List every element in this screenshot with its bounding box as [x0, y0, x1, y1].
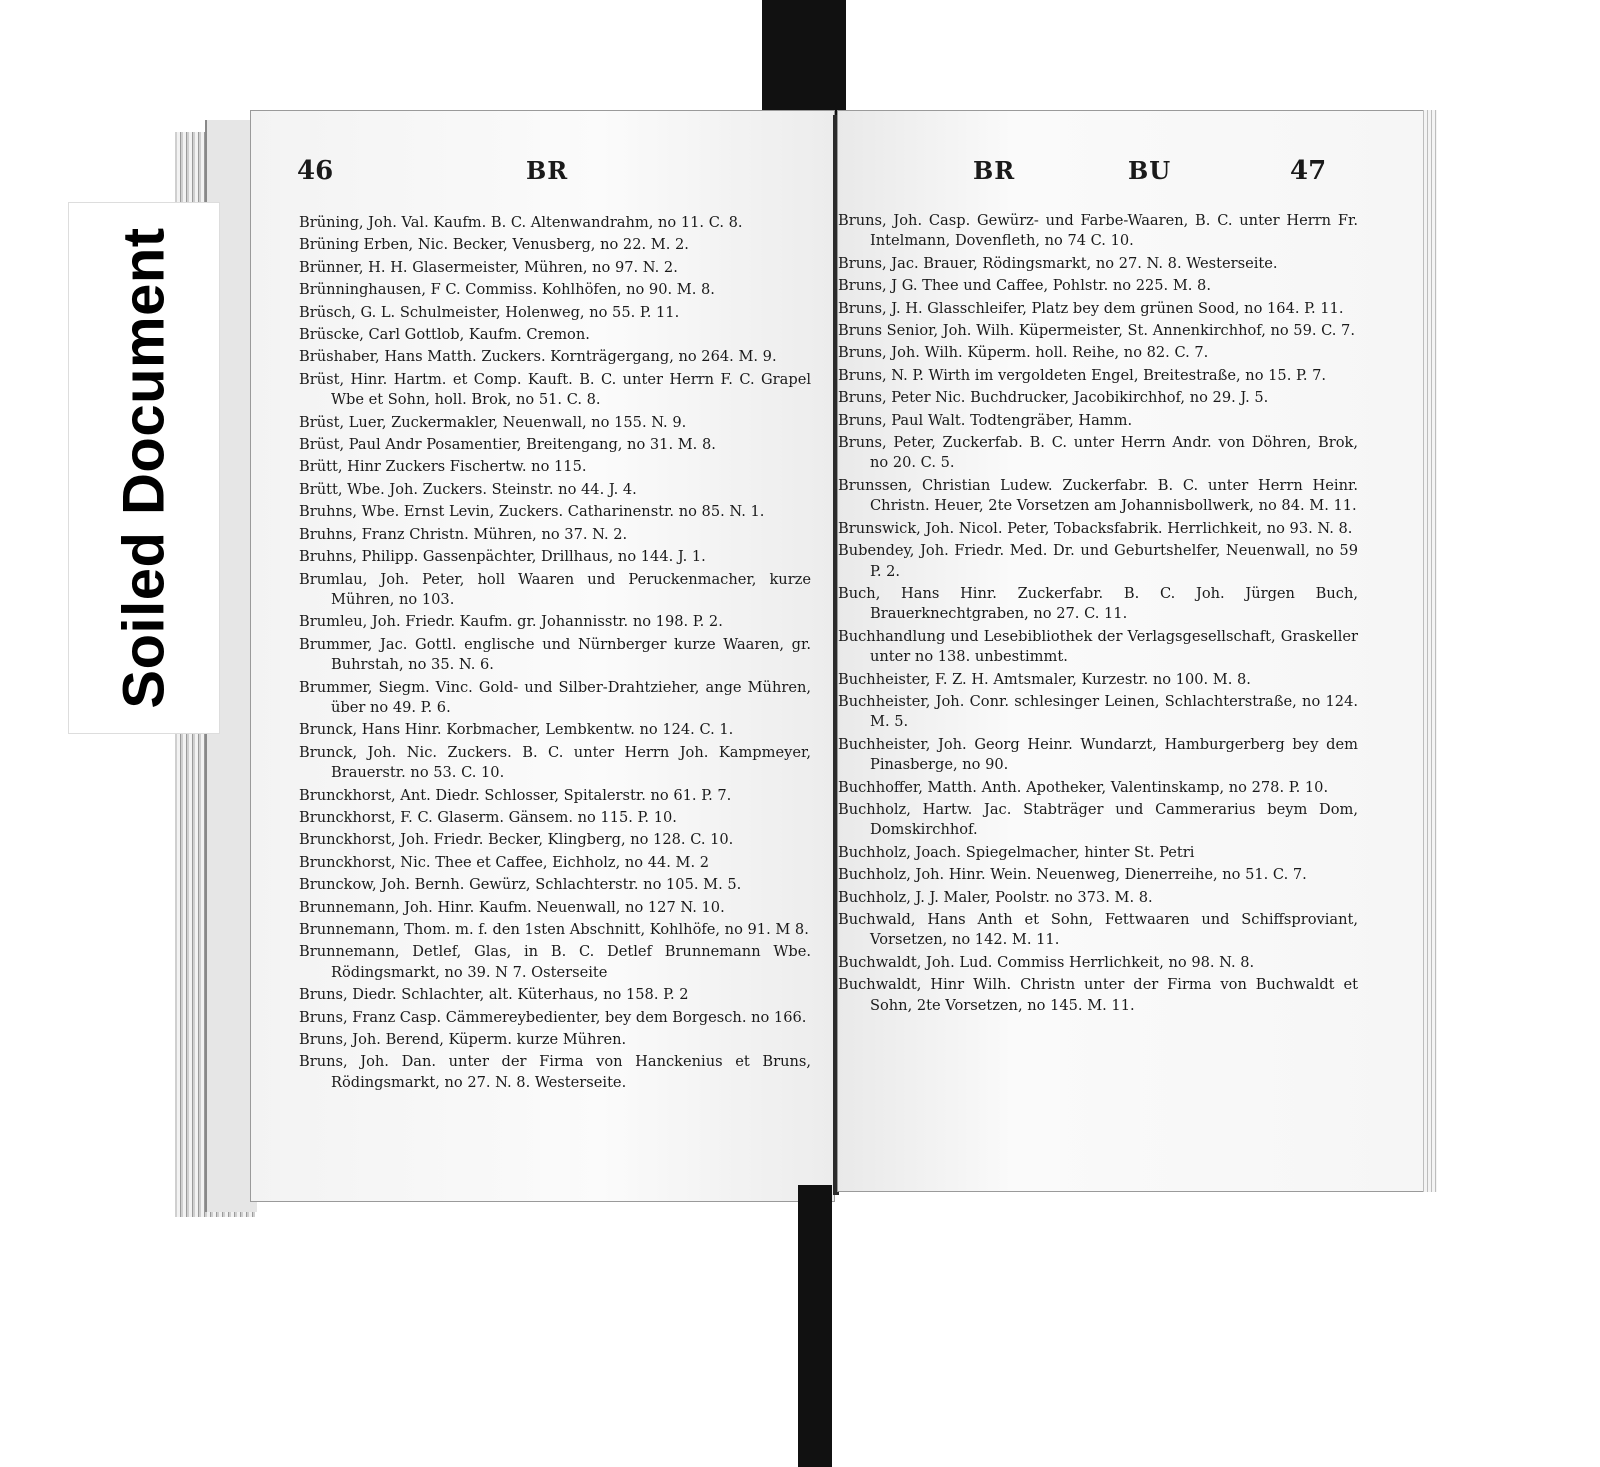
directory-entry: Bubendey, Joh. Friedr. Med. Dr. und Geburtshelfer, Neuenwall, no 59 P. 2.	[838, 542, 1358, 580]
directory-entry: Bruns, Peter, Zuckerfab. B. C. unter Herrn Andr. von Döhren, Brok, no 20. C. 5.	[838, 434, 1358, 472]
directory-entry: Brunck, Hans Hinr. Korbmacher, Lembkentw. no 124. C. 1.	[299, 721, 734, 739]
directory-entry: Buchholz, Joh. Hinr. Wein. Neuenweg, Dienerreihe, no 51. C. 7.	[838, 866, 1307, 884]
directory-entry: Bruns, Paul Walt. Todtengräber, Hamm.	[838, 411, 1133, 429]
left-page-header: BR	[526, 156, 569, 185]
directory-entry: Bruns, Peter Nic. Buchdrucker, Jacobikirchhof, no 29. J. 5.	[838, 389, 1269, 407]
right-entry-list	[838, 211, 1358, 1018]
binding-strap-bottom	[798, 1185, 832, 1467]
right-page-stack-edge	[1423, 110, 1437, 1192]
directory-entry: Brunswick, Joh. Nicol. Peter, Tobacksfabrik. Herrlichkeit, no 93. N. 8.	[838, 519, 1353, 537]
directory-entry: Bruns, J. H. Glasschleifer, Platz bey dem grünen Sood, no 164. P. 11.	[838, 299, 1344, 317]
directory-entry: Bruns, Joh. Casp. Gewürz- und Farbe-Waaren, B. C. unter Herrn Fr. Intelmann, Dovenfleth, no 74 C. 10.	[838, 212, 1358, 250]
directory-entry: Buchholz, J. J. Maler, Poolstr. no 373. M. 8.	[838, 888, 1153, 906]
directory-entry: Bruns, Diedr. Schlachter, alt. Küterhaus, no 158. P. 2	[299, 986, 689, 1004]
right-page	[837, 110, 1425, 1192]
right-page-header-right: BU	[1128, 156, 1172, 185]
directory-entry: Buch, Hans Hinr. Zuckerfabr. B. C. Joh. Jürgen Buch, Brauerknechtgraben, no 27. C. 11.	[838, 584, 1358, 623]
directory-entry: Bruns, Franz Casp. Cämmereybedienter, bey dem Borgesch. no 166.	[299, 1008, 807, 1026]
directory-entry: Brunnemann, Detlef, Glas, in B. C. Detlef Brunnemann Wbe. Rödingsmarkt, no 39. N 7. Osterseite	[299, 943, 811, 981]
directory-entry: Bruns, Joh. Berend, Küperm. kurze Mühren.	[299, 1031, 627, 1049]
left-page-number: 46	[297, 156, 334, 186]
directory-entry: Brüning, Joh. Val. Kaufm. B. C. Altenwandrahm, no 11. C. 8.	[299, 214, 743, 231]
directory-entry: Bruhns, Philipp. Gassenpächter, Drillhaus, no 144. J. 1.	[299, 548, 706, 566]
directory-entry: Brunssen, Christian Ludew. Zuckerfabr. B. C. unter Herrn Heinr. Christn. Heuer, 2te Vorsetzen am Johannisbollwerk, no 84. M. 11.	[838, 476, 1358, 515]
directory-entry: Brunckow, Joh. Bernh. Gewürz, Schlachterstr. no 105. M. 5.	[299, 876, 742, 894]
directory-entry: Buchwaldt, Hinr Wilh. Christn unter der Firma von Buchwaldt et Sohn, 2te Vorsetzen, no 145. M. 11.	[838, 976, 1358, 1014]
directory-entry: Bruhns, Wbe. Ernst Levin, Zuckers. Catharinenstr. no 85. N. 1.	[299, 503, 765, 521]
directory-entry: Buchheister, Joh. Georg Heinr. Wundarzt, Hamburgerberg bey dem Pinasberge, no 90.	[838, 735, 1358, 774]
directory-entry: Brüst, Luer, Zuckermakler, Neuenwall, no 155. N. 9.	[299, 413, 687, 431]
directory-entry: Brunckhorst, Joh. Friedr. Becker, Klingberg, no 128. C. 10.	[299, 831, 734, 849]
directory-entry: Brüst, Paul Andr Posamentier, Breitengang, no 31. M. 8.	[299, 436, 716, 454]
right-page-header-left: BR	[973, 156, 1016, 185]
directory-entry: Bruns Senior, Joh. Wilh. Küpermeister, St. Annenkirchhof, no 59. C. 7.	[838, 322, 1355, 340]
directory-entry: Brünner, H. H. Glasermeister, Mühren, no 97. N. 2.	[299, 258, 678, 276]
directory-entry: Brüsch, G. L. Schulmeister, Holenweg, no 55. P. 11.	[299, 303, 680, 321]
right-page-number: 47	[1290, 156, 1327, 186]
directory-entry: Brüst, Hinr. Hartm. et Comp. Kauft. B. C. unter Herrn F. C. Grapel Wbe et Sohn, holl. Brok, no 51. C. 8.	[299, 370, 811, 409]
directory-entry: Bruns, N. P. Wirth im vergoldeten Engel, Breitestraße, no 15. P. 7.	[838, 366, 1327, 384]
binding-strap-top	[762, 0, 846, 120]
directory-entry: Brünninghausen, F C. Commiss. Kohlhöfen, no 90. M. 8.	[299, 281, 715, 299]
directory-entry: Bruns, Joh. Wilh. Küperm. holl. Reihe, no 82. C. 7.	[838, 344, 1209, 362]
directory-entry: Buchholz, Hartw. Jac. Stabträger und Cammerarius beym Dom, Domskirchhof.	[838, 800, 1358, 839]
directory-entry: Brummer, Jac. Gottl. englische und Nürnberger kurze Waaren, gr. Buhrstah, no 35. N. 6.	[299, 635, 811, 674]
directory-entry: Brunnemann, Thom. m. f. den 1sten Abschnitt, Kohlhöfe, no 91. M 8.	[299, 921, 809, 938]
directory-entry: Brunckhorst, Ant. Diedr. Schlosser, Spitalerstr. no 61. P. 7.	[299, 786, 732, 804]
directory-entry: Brüshaber, Hans Matth. Zuckers. Kornträgergang, no 264. M. 9.	[299, 348, 777, 366]
directory-entry: Brummer, Siegm. Vinc. Gold- und Silber-Drahtzieher, ange Mühren, über no 49. P. 6.	[299, 678, 811, 716]
directory-entry: Bruhns, Franz Christn. Mühren, no 37. N. 2.	[299, 525, 628, 543]
directory-entry: Buchwaldt, Joh. Lud. Commiss Herrlichkeit, no 98. N. 8.	[838, 953, 1255, 971]
directory-entry: Brunnemann, Joh. Hinr. Kaufm. Neuenwall, no 127 N. 10.	[299, 898, 725, 916]
directory-entry: Brüning Erben, Nic. Becker, Venusberg, no 22. M. 2.	[299, 236, 689, 254]
soiled-document-label	[68, 202, 220, 734]
left-page	[250, 110, 835, 1202]
directory-entry: Bruns, Jac. Brauer, Rödingsmarkt, no 27. N. 8. Westerseite.	[838, 254, 1278, 272]
directory-entry: Brunckhorst, Nic. Thee et Caffee, Eichholz, no 44. M. 2	[299, 853, 710, 871]
directory-entry: Bruns, Joh. Dan. unter der Firma von Hanckenius et Bruns, Rödingsmarkt, no 27. N. 8. Westerseite.	[299, 1053, 811, 1091]
directory-entry: Brütt, Hinr Zuckers Fischertw. no 115.	[299, 458, 587, 476]
directory-entry: Brunckhorst, F. C. Glaserm. Gänsem. no 115. P. 10.	[299, 808, 677, 826]
directory-entry: Brütt, Wbe. Joh. Zuckers. Steinstr. no 44. J. 4.	[299, 480, 637, 498]
directory-entry: Buchhandlung und Lesebibliothek der Verlagsgesellschaft, Graskeller unter no 138. unbestimmt.	[838, 627, 1358, 666]
label-text: Soiled Document	[111, 227, 177, 709]
directory-entry: Brumlau, Joh. Peter, holl Waaren und Peruckenmacher, kurze Mühren, no 103.	[299, 570, 811, 608]
directory-entry: Brumleu, Joh. Friedr. Kaufm. gr. Johannisstr. no 198. P. 2.	[299, 613, 723, 631]
directory-entry: Bruns, J G. Thee und Caffee, Pohlstr. no 225. M. 8.	[838, 277, 1211, 295]
directory-entry: Buchholz, Joach. Spiegelmacher, hinter St. Petri	[838, 843, 1195, 861]
directory-entry: Buchheister, F. Z. H. Amtsmaler, Kurzestr. no 100. M. 8.	[838, 670, 1251, 688]
directory-entry: Brunck, Joh. Nic. Zuckers. B. C. unter Herrn Joh. Kampmeyer, Brauerstr. no 53. C. 10.	[299, 743, 811, 782]
left-entry-list	[299, 213, 811, 1095]
directory-entry: Brüscke, Carl Gottlob, Kaufm. Cremon.	[299, 326, 590, 344]
directory-entry: Buchhoffer, Matth. Anth. Apotheker, Valentinskamp, no 278. P. 10.	[838, 778, 1329, 796]
directory-entry: Buchwald, Hans Anth et Sohn, Fettwaaren und Schiffsproviant, Vorsetzen, no 142. M. 11.	[838, 911, 1358, 949]
directory-entry: Buchheister, Joh. Conr. schlesinger Leinen, Schlachterstraße, no 124. M. 5.	[838, 692, 1358, 731]
